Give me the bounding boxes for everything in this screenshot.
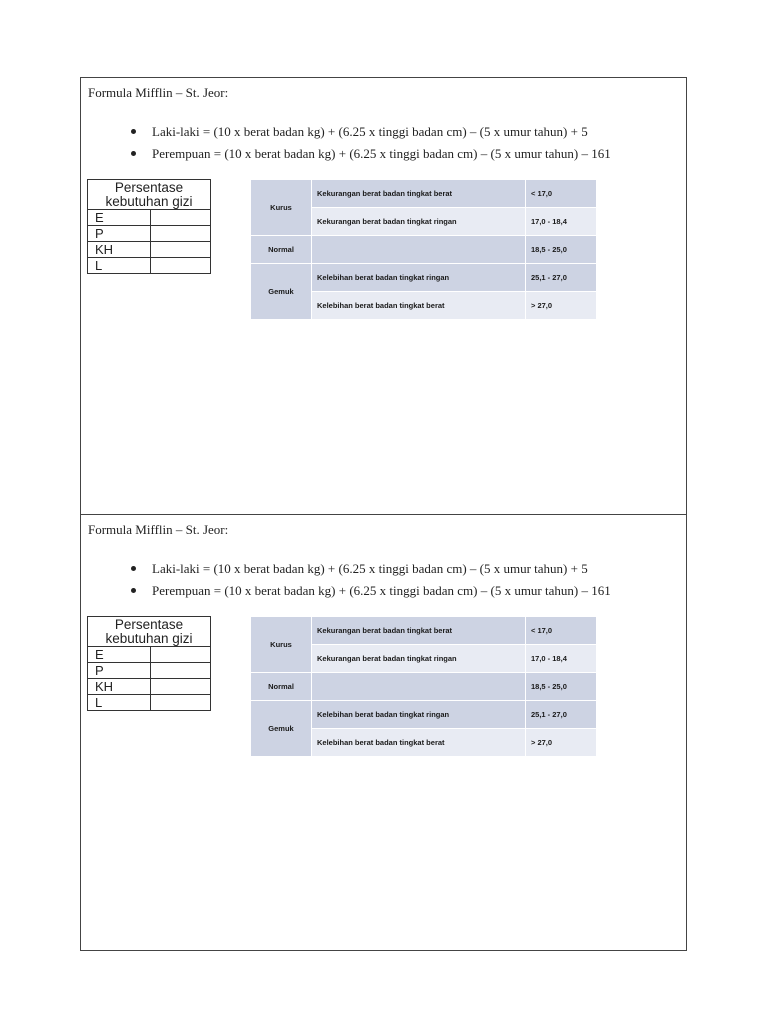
nutrient-value-p[interactable]: [151, 663, 211, 679]
bmi-range: 25,1 - 27,0: [526, 264, 596, 291]
bmi-description: Kekurangan berat badan tingkat ringan: [312, 208, 525, 235]
bmi-description: Kelebihan berat badan tingkat ringan: [312, 264, 525, 291]
nutrient-value-kh[interactable]: [151, 679, 211, 695]
nutrient-label-e: E: [88, 647, 151, 663]
table-row: [251, 180, 596, 207]
bmi-range: 25,1 - 27,0: [526, 701, 596, 728]
worksheet-panel-1: [80, 77, 687, 515]
bmi-classification-table: [250, 616, 597, 757]
nutrient-label-p: P: [88, 663, 151, 679]
bmi-description: [312, 236, 525, 263]
percentage-header: Persentase kebutuhan gizi: [88, 180, 211, 210]
nutrient-value-kh[interactable]: [151, 242, 211, 258]
bmi-category-gemuk: Gemuk: [251, 701, 311, 756]
nutrient-value-p[interactable]: [151, 226, 211, 242]
bmi-range: 18,5 - 25,0: [526, 673, 596, 700]
nutrient-label-e: E: [88, 210, 151, 226]
nutrient-label-l: L: [88, 258, 151, 274]
formula-title: Formula Mifflin – St. Jeor:: [88, 522, 229, 537]
bmi-range: > 27,0: [526, 292, 596, 319]
bmi-description: Kekurangan berat badan tingkat berat: [312, 617, 525, 644]
bmi-description: Kelebihan berat badan tingkat berat: [312, 292, 525, 319]
table-row: [251, 264, 596, 291]
table-row: [251, 701, 596, 728]
bmi-range: < 17,0: [526, 617, 596, 644]
nutrition-percentage-table: [87, 179, 211, 274]
formula-title: Formula Mifflin – St. Jeor:: [88, 85, 229, 100]
worksheet-panel-2: [80, 514, 687, 951]
nutrient-label-l: L: [88, 695, 151, 711]
bmi-range: < 17,0: [526, 180, 596, 207]
formula-male: Laki-laki = (10 x berat badan kg) + (6.25 x tinggi badan cm) – (5 x umur tahun) + 5: [131, 561, 611, 583]
table-row: [251, 236, 596, 263]
bmi-range: > 27,0: [526, 729, 596, 756]
bmi-description: Kekurangan berat badan tingkat ringan: [312, 645, 525, 672]
bmi-range: 17,0 - 18,4: [526, 208, 596, 235]
bmi-category-kurus: Kurus: [251, 180, 311, 235]
bmi-category-gemuk: Gemuk: [251, 264, 311, 319]
bmi-category-kurus: Kurus: [251, 617, 311, 672]
bmi-description: Kelebihan berat badan tingkat ringan: [312, 701, 525, 728]
bmi-description: Kelebihan berat badan tingkat berat: [312, 729, 525, 756]
nutrition-percentage-table: [87, 616, 211, 711]
bmi-range: 18,5 - 25,0: [526, 236, 596, 263]
nutrient-value-e[interactable]: [151, 210, 211, 226]
bmi-category-normal: Normal: [251, 236, 311, 263]
nutrient-label-p: P: [88, 226, 151, 242]
formula-list: [131, 561, 611, 605]
formula-female: Perempuan = (10 x berat badan kg) + (6.25 x tinggi badan cm) – (5 x umur tahun) – 161: [131, 583, 611, 605]
formula-female: Perempuan = (10 x berat badan kg) + (6.25 x tinggi badan cm) – (5 x umur tahun) – 161: [131, 146, 611, 168]
bmi-description: Kekurangan berat badan tingkat berat: [312, 180, 525, 207]
formula-male: Laki-laki = (10 x berat badan kg) + (6.25 x tinggi badan cm) – (5 x umur tahun) + 5: [131, 124, 611, 146]
nutrient-value-l[interactable]: [151, 258, 211, 274]
bmi-classification-table: [250, 179, 597, 320]
bmi-range: 17,0 - 18,4: [526, 645, 596, 672]
percentage-header: Persentase kebutuhan gizi: [88, 617, 211, 647]
formula-list: [131, 124, 611, 168]
table-row: [251, 617, 596, 644]
table-row: [251, 673, 596, 700]
bmi-category-normal: Normal: [251, 673, 311, 700]
nutrient-value-e[interactable]: [151, 647, 211, 663]
nutrient-label-kh: KH: [88, 679, 151, 695]
bmi-description: [312, 673, 525, 700]
nutrient-label-kh: KH: [88, 242, 151, 258]
nutrient-value-l[interactable]: [151, 695, 211, 711]
